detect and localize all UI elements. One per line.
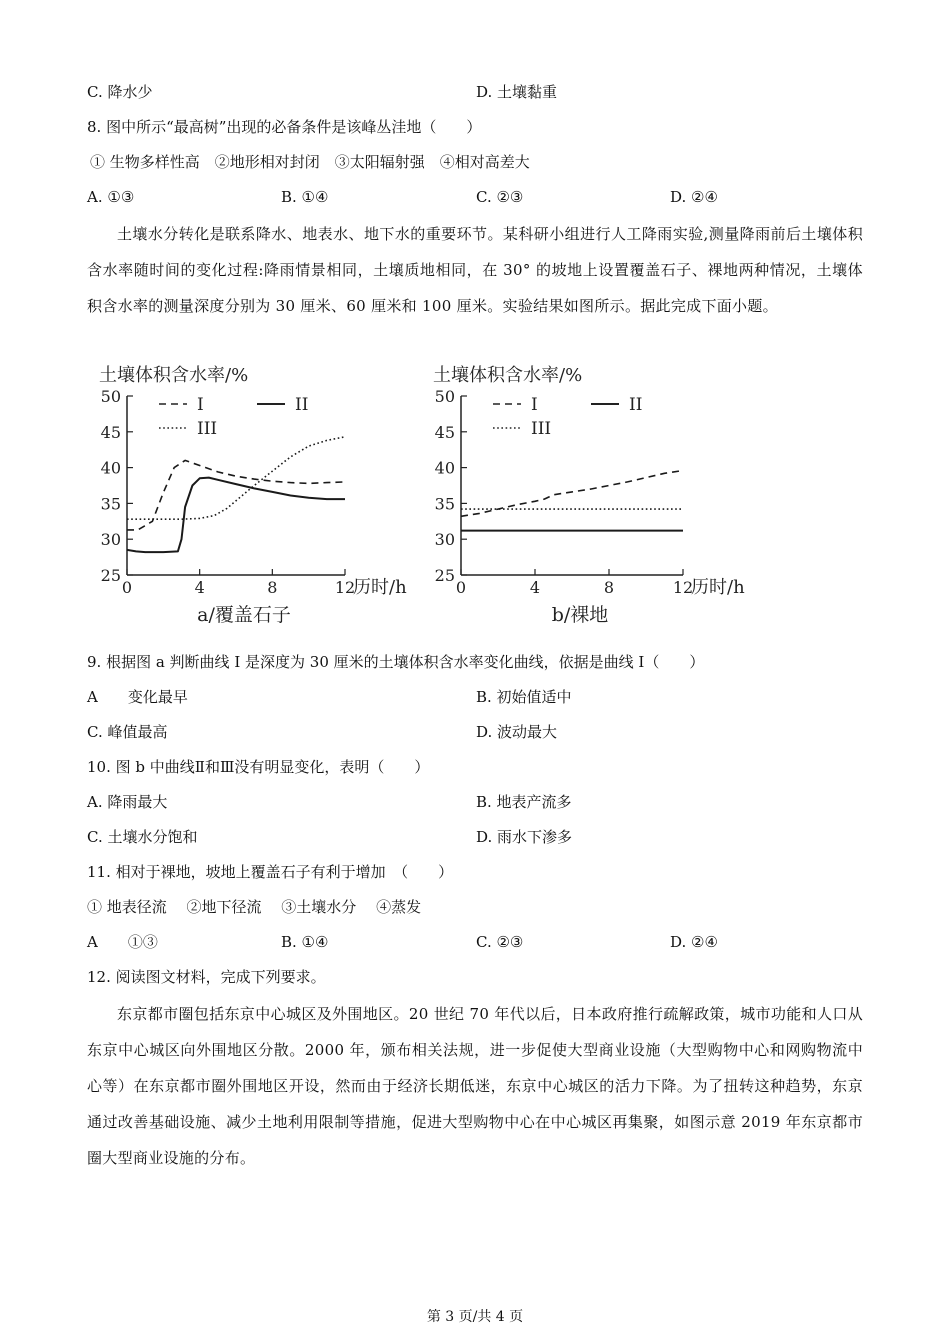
q7-option-c: C. 降水少 — [87, 83, 153, 101]
chart-a-y-tick-label: 45 — [100, 422, 121, 442]
q9-option-c: C. 峰值最高 — [87, 723, 168, 741]
q9-option-b: B. 初始值适中 — [476, 688, 572, 706]
question-12: 12. 阅读图文材料，完成下列要求。 — [87, 968, 326, 986]
q11-option-d: D. ②④ — [670, 933, 718, 951]
chart-a-x-tick-label: 12 — [334, 578, 356, 597]
chart-a-legend-label-I: I — [197, 395, 204, 415]
page-footer: 第 3 页/共 4 页 — [426, 1309, 524, 1325]
chart-b-legend-label-III: III — [531, 419, 552, 439]
chart-a-y-axis-label: 土壤体积含水率/% — [99, 365, 249, 386]
chart-b-x-tick-label: 0 — [455, 578, 467, 597]
chart-a-y-tick-label: 30 — [100, 530, 121, 550]
chart-a-title: a/覆盖石子 — [197, 604, 291, 626]
material-paragraph-1: 土壤水分转化是联系降水、地表水、地下水的重要环节。某科研小组进行人工降雨实验,测量降雨前后土壤体积含水率随时间的变化过程:降雨情景相同，土壤质地相同，在 30° 的坡地上设置覆盖石子、裸地两种情况，土壤体积含水率的测量深度分别为 30 厘米、60 厘米和 100 厘米。实验结果如图所示。据此完成下面小题。 — [87, 225, 863, 315]
q10-option-c: C. 土壤水分饱和 — [87, 828, 198, 846]
question-11-items: ① 地表径流 ②地下径流 ③土壤水分 ④蒸发 — [87, 898, 422, 916]
soil-moisture-charts — [0, 355, 950, 630]
chart-a-y-tick-label: 50 — [100, 387, 121, 406]
q10-option-b: B. 地表产流多 — [476, 793, 572, 811]
q9-option-a: A 变化最早 — [87, 688, 188, 706]
chart-a-x-tick-label: 0 — [121, 578, 133, 597]
chart-a-series-I — [127, 460, 345, 530]
q8-option-b: B. ①④ — [281, 188, 329, 206]
q8-option-d: D. ②④ — [670, 188, 718, 206]
chart-a-series-III — [127, 437, 345, 519]
question-8-items: ① 生物多样性高 ②地形相对封闭 ③太阳辐射强 ④相对高差大 — [90, 153, 530, 171]
chart-a-x-tick-label: 8 — [267, 578, 278, 597]
q10-option-d: D. 雨水下渗多 — [476, 828, 573, 846]
chart-a-x-tick-label: 4 — [194, 578, 205, 597]
q11-option-a: A ①③ — [87, 933, 158, 951]
chart-b-x-axis-label: 历时/h — [691, 577, 745, 598]
material-paragraph-2: 东京都市圈包括东京中心城区及外围地区。20 世纪 70 年代以后，日本政府推行疏解政策，城市功能和人口从东京中心城区向外围地区分散。2000 年，颁布相关法规，进一步促使大型商业设施（大型购物中心和网购物流中心等）在东京都市圈外围地区开设，然而由于经济长期低迷，东京中心城区的活力下降。为了扭转这种趋势，东京通过改善基础设施、减少土地利用限制等措施，促进大型购物中心在中心城区再集聚，如图示意 2019 年东京都市圈大型商业设施的分布。 — [87, 1005, 863, 1167]
chart-a-x-axis-label: 历时/h — [353, 577, 407, 598]
chart-b-x-tick-label: 8 — [603, 578, 615, 597]
q8-option-c: C. ②③ — [476, 188, 524, 206]
question-10: 10. 图 b 中曲线Ⅱ和Ⅲ没有明显变化，表明（ ） — [87, 758, 430, 776]
chart-b-legend-label-II: II — [629, 395, 643, 415]
chart-b-y-tick-label: 30 — [434, 530, 455, 550]
q11-option-b: B. ①④ — [281, 933, 329, 951]
q8-option-a: A. ①③ — [87, 188, 135, 206]
chart-b-y-tick-label: 40 — [434, 458, 455, 478]
chart-b-series-I — [461, 471, 683, 517]
chart-a-series-II — [127, 478, 345, 552]
chart-b-y-tick-label: 25 — [434, 566, 455, 585]
q7-option-d: D. 土壤黏重 — [476, 83, 558, 101]
chart-a-legend-label-II: II — [295, 395, 309, 415]
chart-b-y-tick-label: 45 — [434, 422, 455, 442]
q10-option-a: A. 降雨最大 — [87, 793, 168, 811]
chart-b-y-tick-label: 50 — [434, 387, 455, 406]
question-8: 8. 图中所示“最高树”出现的必备条件是该峰丛洼地（ ） — [87, 118, 482, 136]
chart-a-legend-label-III: III — [197, 419, 218, 439]
question-9: 9. 根据图 a 判断曲线 I 是深度为 30 厘米的土壤体积含水率变化曲线，依据是曲线 I（ ） — [87, 653, 705, 671]
q11-option-c: C. ②③ — [476, 933, 524, 951]
chart-b-y-tick-label: 35 — [434, 494, 455, 514]
chart-b-y-axis-label: 土壤体积含水率/% — [433, 365, 583, 386]
chart-a-y-tick-label: 35 — [100, 494, 121, 514]
question-11: 11. 相对于裸地，坡地上覆盖石子有利于增加 （ ） — [87, 863, 454, 881]
q9-option-d: D. 波动最大 — [476, 723, 558, 741]
chart-b-x-tick-label: 12 — [672, 578, 694, 597]
chart-b-x-tick-label: 4 — [529, 578, 541, 597]
chart-a-y-tick-label: 25 — [100, 566, 121, 585]
chart-a-y-tick-label: 40 — [100, 458, 121, 478]
chart-b-legend-label-I: I — [531, 395, 538, 415]
chart-b-title: b/裸地 — [551, 604, 609, 626]
